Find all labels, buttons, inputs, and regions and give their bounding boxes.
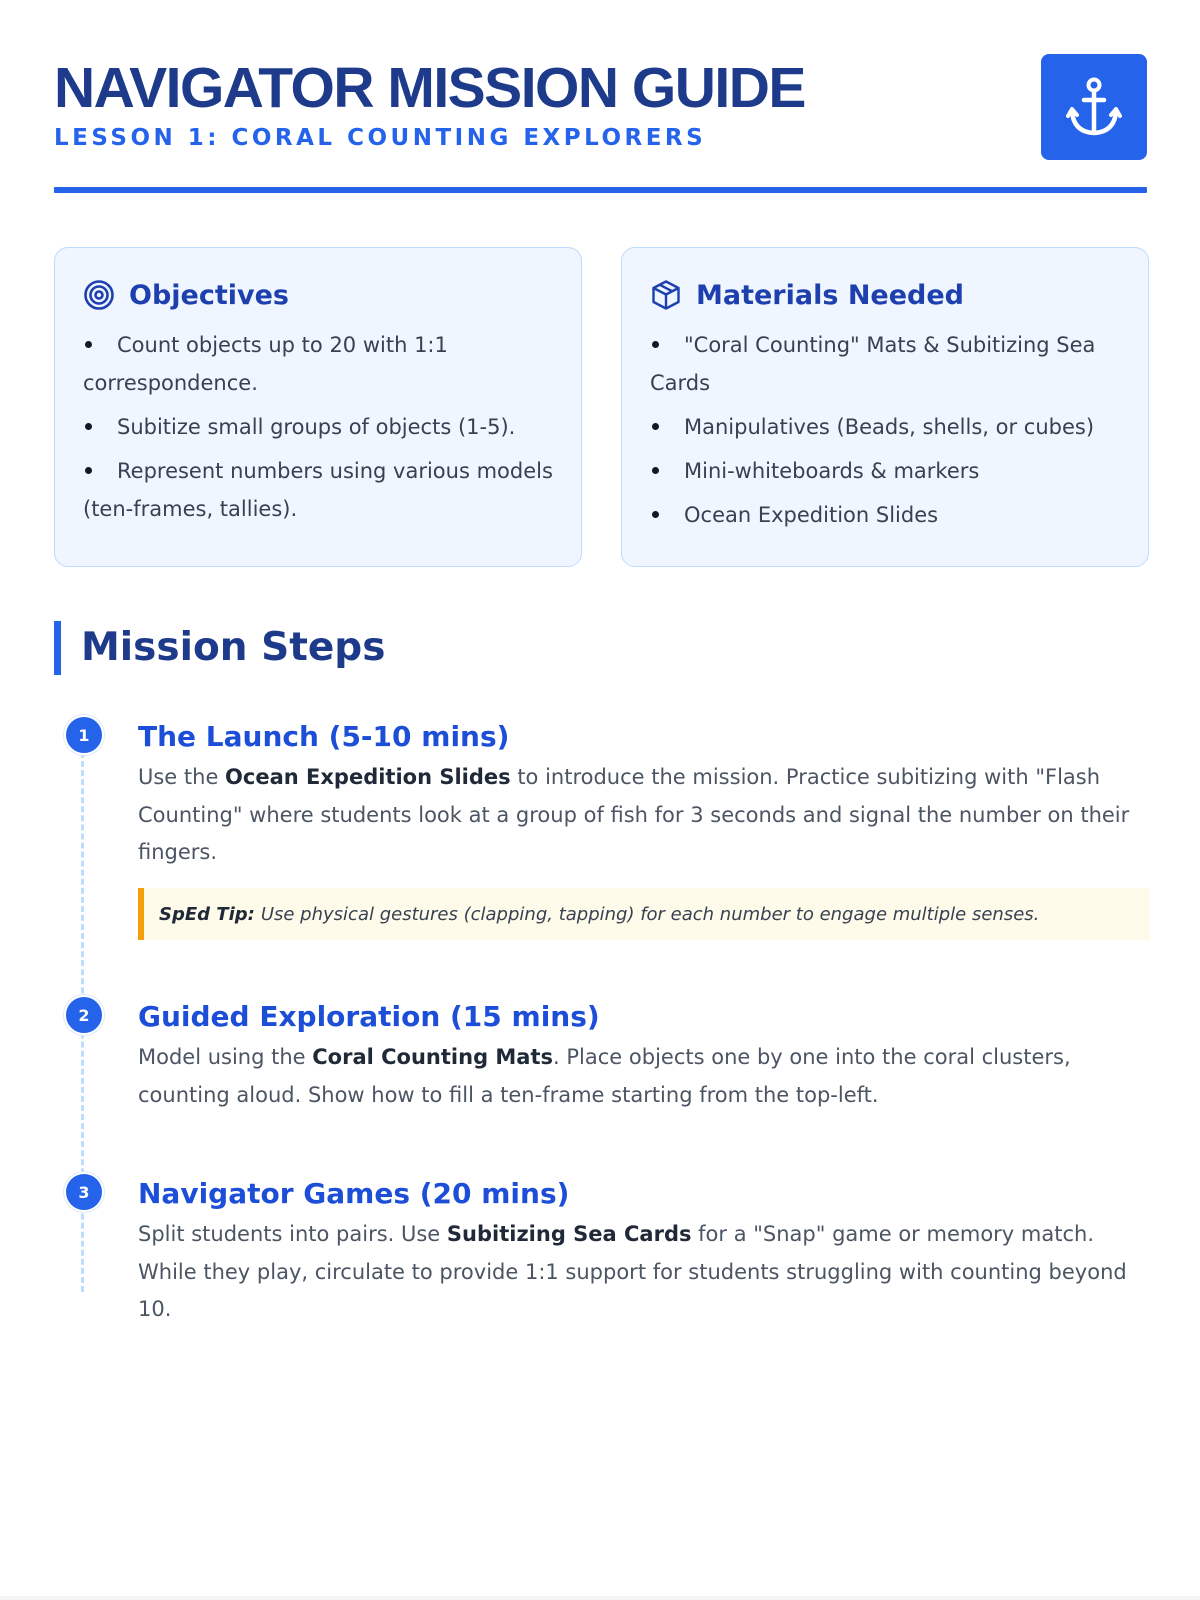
section-title: Mission Steps: [81, 625, 386, 670]
materials-list: [650, 326, 1120, 534]
objectives-title: Objectives: [129, 279, 289, 311]
step-title: The Launch (5-10 mins): [138, 720, 510, 753]
step-number-badge: 2: [64, 995, 104, 1035]
step-description: Use the Ocean Expedition Slides to introduce the mission. Practice subitizing with "Flash Counting" where students look at a group of fish for 3 seconds and signal the number on their fingers.: [138, 765, 1130, 864]
step-number-badge: 1: [64, 715, 104, 755]
list-item: Ocean Expedition Slides: [650, 496, 1120, 534]
step-title: Navigator Games (20 mins): [138, 1177, 570, 1210]
list-item: Count objects up to 20 with 1:1 correspondence.: [83, 326, 553, 402]
anchor-badge: [1041, 54, 1147, 160]
section-accent-bar: [54, 621, 61, 675]
objectives-card: [54, 247, 582, 567]
list-item: Subitize small groups of objects (1-5).: [83, 408, 553, 446]
list-item: Mini-whiteboards & markers: [650, 452, 1120, 490]
step-description: Model using the Coral Counting Mats. Place objects one by one into the coral clusters, counting aloud. Show how to fill a ten-frame starting from the top-left.: [138, 1045, 1071, 1107]
lesson-page: [54, 0, 1150, 1600]
step-title: Guided Exploration (15 mins): [138, 1000, 600, 1033]
step-description: Split students into pairs. Use Subitizing Sea Cards for a "Snap" game or memory match. While they play, circulate to provide 1:1 support for students struggling with counting beyond 10.: [138, 1222, 1127, 1321]
box-icon: [650, 279, 682, 311]
tip-label: SpEd Tip:: [159, 903, 255, 925]
tip-text: Use physical gestures (clapping, tapping) for each number to engage multiple senses.: [260, 903, 1040, 925]
page-title: NAVIGATOR MISSION GUIDE: [54, 56, 805, 120]
header-divider: [54, 187, 1147, 193]
objectives-list: [83, 326, 553, 528]
list-item: Represent numbers using various models (ten-frames, tallies).: [83, 452, 553, 528]
step-number-badge: 3: [64, 1172, 104, 1212]
page-subtitle: LESSON 1: CORAL COUNTING EXPLORERS: [54, 125, 707, 151]
footer-strip: [0, 1596, 1200, 1600]
list-item: "Coral Counting" Mats & Subitizing Sea Cards: [650, 326, 1120, 402]
list-item: Manipulatives (Beads, shells, or cubes): [650, 408, 1120, 446]
anchor-icon: [1066, 76, 1122, 138]
sped-tip-callout: [138, 888, 1150, 940]
target-icon: [83, 279, 115, 311]
materials-title: Materials Needed: [696, 279, 965, 311]
materials-card: [621, 247, 1149, 567]
